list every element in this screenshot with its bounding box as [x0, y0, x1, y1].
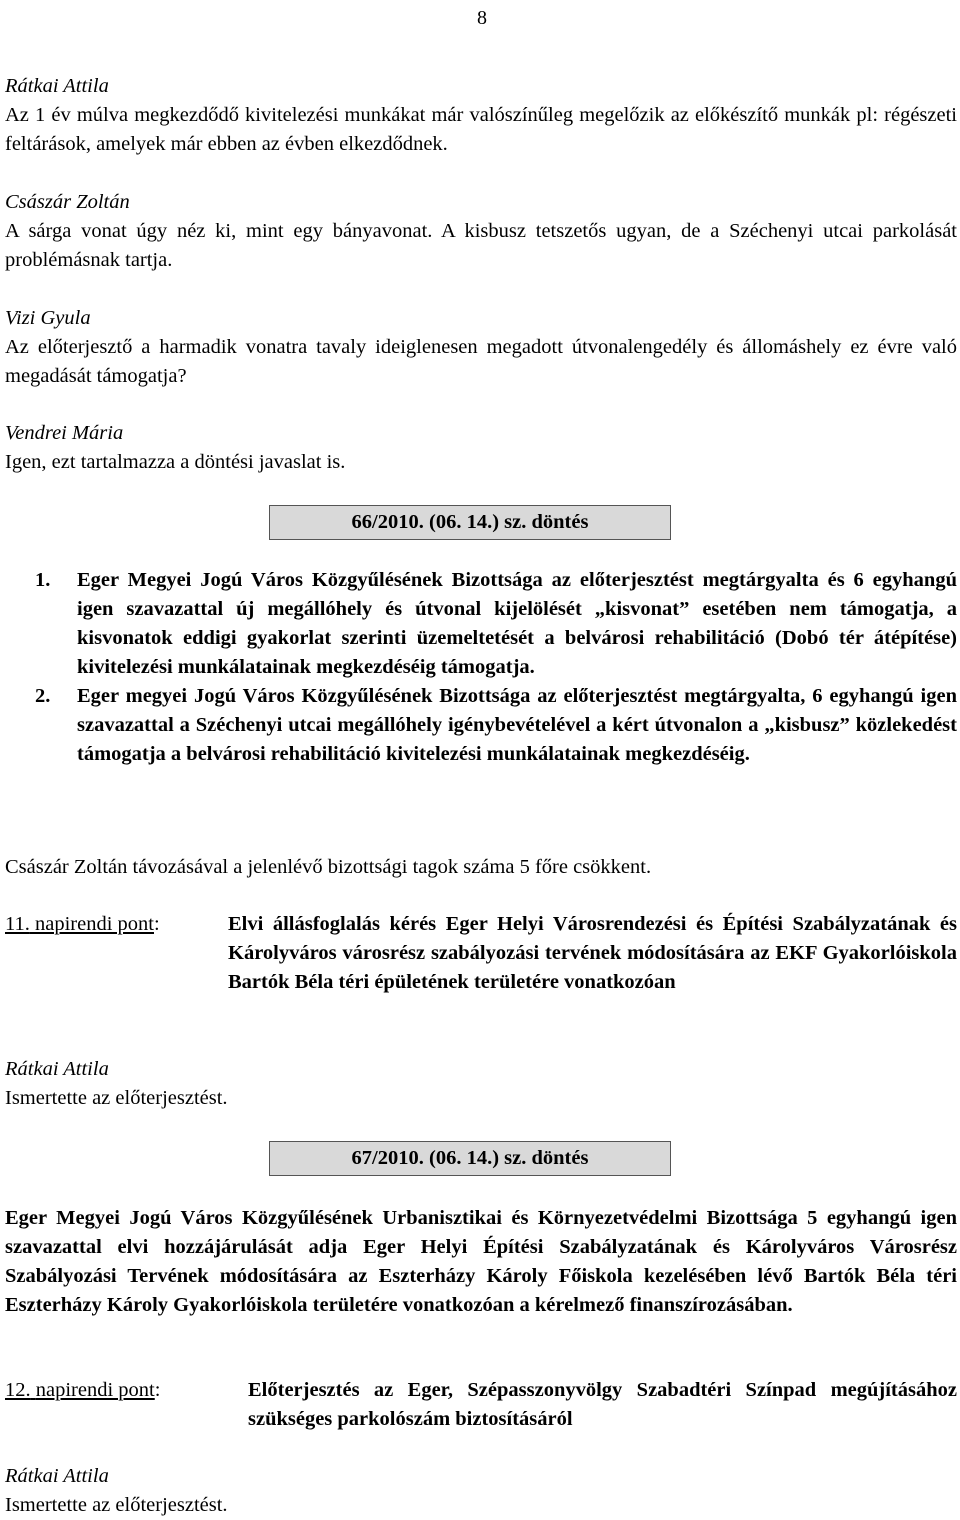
speaker-name: Rátkai Attila [5, 75, 109, 97]
decision-67-body [5, 1204, 957, 1320]
decision-list [5, 566, 957, 769]
speech-text: Ismertette az előterjesztést. [5, 1494, 228, 1516]
attendance-note [5, 853, 957, 882]
note-text: Császár Zoltán távozásával a jelenlévő bizottsági tagok száma 5 főre csökkent. [5, 856, 652, 878]
speech-text: Az 1 év múlva megkezdődő kivitelezési munkákat már valószínűleg megelőzik az előkészítő munkák pl: régészeti feltárások, amelyek már ebben az évben elkezdődnek. [5, 104, 957, 155]
speech-text: A sárga vonat úgy néz ki, mint egy bányavonat. A kisbusz tetszetős ugyan, de a Széchenyi utcai parkolását problémásnak tartja. [5, 220, 957, 271]
decision-title-67: 67/2010. (06. 14.) sz. döntés [269, 1141, 671, 1176]
speech-csaszar [5, 188, 957, 275]
decision-text: Eger Megyei Jogú Város Közgyűlésének Urbanisztikai és Környezetvédelmi Bizottsága 5 egyhangú igen szavazattal elvi hozzájárulását adja Eger Helyi Építési Szabályzatának és Károlyváros Városrész Szabályozási Tervének módosítására az Eszterházy Károly Főiskola kezelésében lévő Bartók Béla téri Eszterházy Károly Gyakorlóiskola területére vonatkozóan a kérelmező finanszírozásában. [5, 1207, 957, 1316]
item-text: Eger Megyei Jogú Város Közgyűlésének Bizottsága az előterjesztést megtárgyalta és 6 egyhangú igen szavazattal új megállóhely és útvonal kijelölését „kisvonat” esetében nem támogatja, a kisvonatok eddigi gyakorlat szerinti üzemeltetését a belvárosi rehabilitáció (Dobó tér átépítése) kivitelezési munkálatainak megkezdéséig támogatja. [77, 569, 957, 678]
item-number: 2. [35, 685, 51, 707]
agenda-title: Előterjesztés az Eger, Szépasszonyvölgy Szabadtéri Színpad megújításához szükséges parkolószám biztosításáról [248, 1379, 957, 1430]
speaker-name: Rátkai Attila [5, 1058, 109, 1080]
speech-text: Igen, ezt tartalmazza a döntési javaslat is. [5, 451, 346, 473]
agenda-label: 12. napirendi pont: [5, 1379, 161, 1401]
speech-text: Ismertette az előterjesztést. [5, 1087, 228, 1109]
decision-title-66: 66/2010. (06. 14.) sz. döntés [269, 505, 671, 540]
agenda-label-text: napirendi pont [35, 913, 154, 935]
speech-text: Az előterjesztő a harmadik vonatra tavaly ideiglenesen megadott útvonalengedély és állomáshely ez évre való megadását támogatja? [5, 336, 957, 387]
agenda-number: 11. [5, 913, 30, 935]
speech-vendrei [5, 419, 957, 477]
agenda-item-12 [5, 1376, 957, 1434]
agenda-title: Elvi állásfoglalás kérés Eger Helyi Városrendezési és Építési Szabályzatának és Károlyváros városrész szabályozási tervének módosítására az EKF Gyakorlóiskola Bartók Béla téri épületének területére vonatkozóan [228, 913, 957, 993]
agenda-label: 11. napirendi pont: [5, 913, 160, 935]
decision-item [5, 682, 957, 769]
speech-ratkai-3 [5, 1462, 957, 1520]
speaker-name: Rátkai Attila [5, 1465, 109, 1487]
speech-vizi [5, 304, 957, 391]
page-number: 8 [477, 7, 487, 29]
item-text: Eger megyei Jogú Város Közgyűlésének Bizottsága az előterjesztést megtárgyalta, 6 egyhangú igen szavazattal a Széchenyi utcai megállóhely igénybevételével a kért útvonalon a „kisbusz” közlekedést támogatja a belvárosi rehabilitáció kivitelezési munkálatainak megkezdéséig. [77, 685, 957, 765]
speaker-name: Császár Zoltán [5, 191, 130, 213]
speaker-name: Vizi Gyula [5, 307, 91, 329]
decision-66-body [5, 566, 957, 769]
decision-item [5, 566, 957, 682]
speech-ratkai-1 [5, 72, 957, 159]
agenda-number: 12. [5, 1379, 31, 1401]
item-number: 1. [35, 569, 51, 591]
speaker-name: Vendrei Mária [5, 422, 124, 444]
speech-ratkai-2 [5, 1055, 957, 1113]
agenda-label-text: napirendi pont [35, 1379, 155, 1401]
agenda-item-11 [5, 910, 957, 997]
